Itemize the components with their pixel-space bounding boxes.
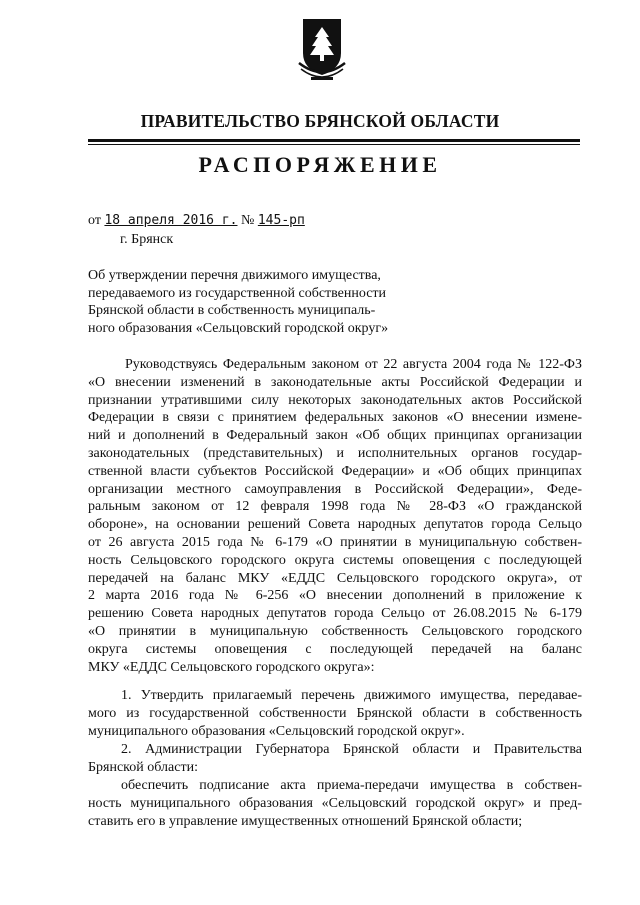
text-line: Федерации в связи с принятием федеральных законов «О внесении измене- <box>88 410 582 426</box>
organization-name: ПРАВИТЕЛЬСТВО БРЯНСКОЙ ОБЛАСТИ <box>140 111 500 131</box>
text-line: организации местного самоуправления в Российской Федерации», Феде- <box>88 481 582 497</box>
text-line: передачей на баланс МКУ «ЕДДС Сельцовского городского округа», от <box>88 570 582 586</box>
text-line: от 26 августа 2015 года № 6-179 «О принятии в муниципальную собствен- <box>88 534 582 550</box>
document-title: РАСПОРЯЖЕНИЕ <box>198 152 442 177</box>
text-line: 2. Администрации Губернатора Брянской области и Правительства <box>121 742 582 757</box>
text-line: обороне», на основании решений Совета народных депутатов города Сельцо <box>88 517 582 533</box>
item-1-paragraph <box>88 687 582 740</box>
text-line: законодательных (представительных) и исполнительных органов государ- <box>88 445 582 461</box>
header-rule-thin <box>88 144 580 145</box>
number-sign: № <box>241 213 255 228</box>
text-line: ставить его в управление имущественных отношений Брянской области; <box>88 813 523 829</box>
text-line: «О внесении изменений в законодательные акты Российской Федерации и <box>88 374 582 390</box>
text-line: обеспечить подписание акта приема-передачи имущества в собствен- <box>121 778 582 793</box>
text-line: МКУ «ЕДДС Сельцовского городского округа»: <box>88 659 375 675</box>
document-date: 18 апреля 2016 г. <box>104 213 238 228</box>
preamble-paragraph <box>88 356 582 676</box>
text-line: решению Совета народных депутатов города Сельцо от 26.08.2015 № 6-179 <box>88 606 582 622</box>
item-2-paragraph <box>88 741 582 777</box>
text-line: муниципального образования «Сельцовский городской округ». <box>88 723 465 739</box>
city: г. Брянск <box>120 232 174 247</box>
text-line: округа системы оповещения с последующей передачей на баланс <box>88 641 582 657</box>
text-line: ральным законом от 12 февраля 1998 года № 28-ФЗ «О гражданской <box>88 499 582 515</box>
subject-line: ного образования «Сельцовский городской округ» <box>88 320 389 336</box>
text-line: признании утратившими силу некоторых законодательных актов Российской <box>88 392 582 408</box>
subject-line: Об утверждении перечня движимого имущества, <box>88 268 381 283</box>
document-number: 145-рп <box>257 213 305 228</box>
text-line: ность муниципального образования «Сельцовский городской округ» и пред- <box>88 795 582 811</box>
subject-line: Брянской области в собственность муниципаль- <box>88 303 376 318</box>
coat-of-arms-emblem <box>297 15 347 85</box>
date-number-line <box>88 213 305 229</box>
text-line: мого из государственной собственности Брянской области в собственность <box>88 705 582 721</box>
from-label: от <box>88 213 101 228</box>
subject-block <box>88 267 448 337</box>
header-rule-thick <box>88 139 580 142</box>
text-line: 1. Утвердить прилагаемый перечень движимого имущества, передавае- <box>121 688 582 703</box>
text-line: 2 марта 2016 года № 6-256 «О внесении дополнений в приложение к <box>88 588 582 604</box>
subject-line: передаваемого из государственной собственности <box>88 285 387 301</box>
text-line: ний и дополнений в Федеральный закон «Об общих принципах организации <box>88 428 582 444</box>
text-line: «О принятии в муниципальную собственность Сельцовского городского <box>88 623 582 639</box>
text-line: Брянской области: <box>88 759 198 775</box>
item-2-subparagraph <box>88 777 582 830</box>
text-line: ность Сельцовского городского округа системы оповещения с последующей <box>88 552 582 568</box>
text-line: Руководствуясь Федеральным законом от 22 августа 2004 года № 122-ФЗ <box>125 357 582 372</box>
text-line: ственной власти субъектов Российской Федерации» и «Об общих принципах <box>88 463 582 479</box>
